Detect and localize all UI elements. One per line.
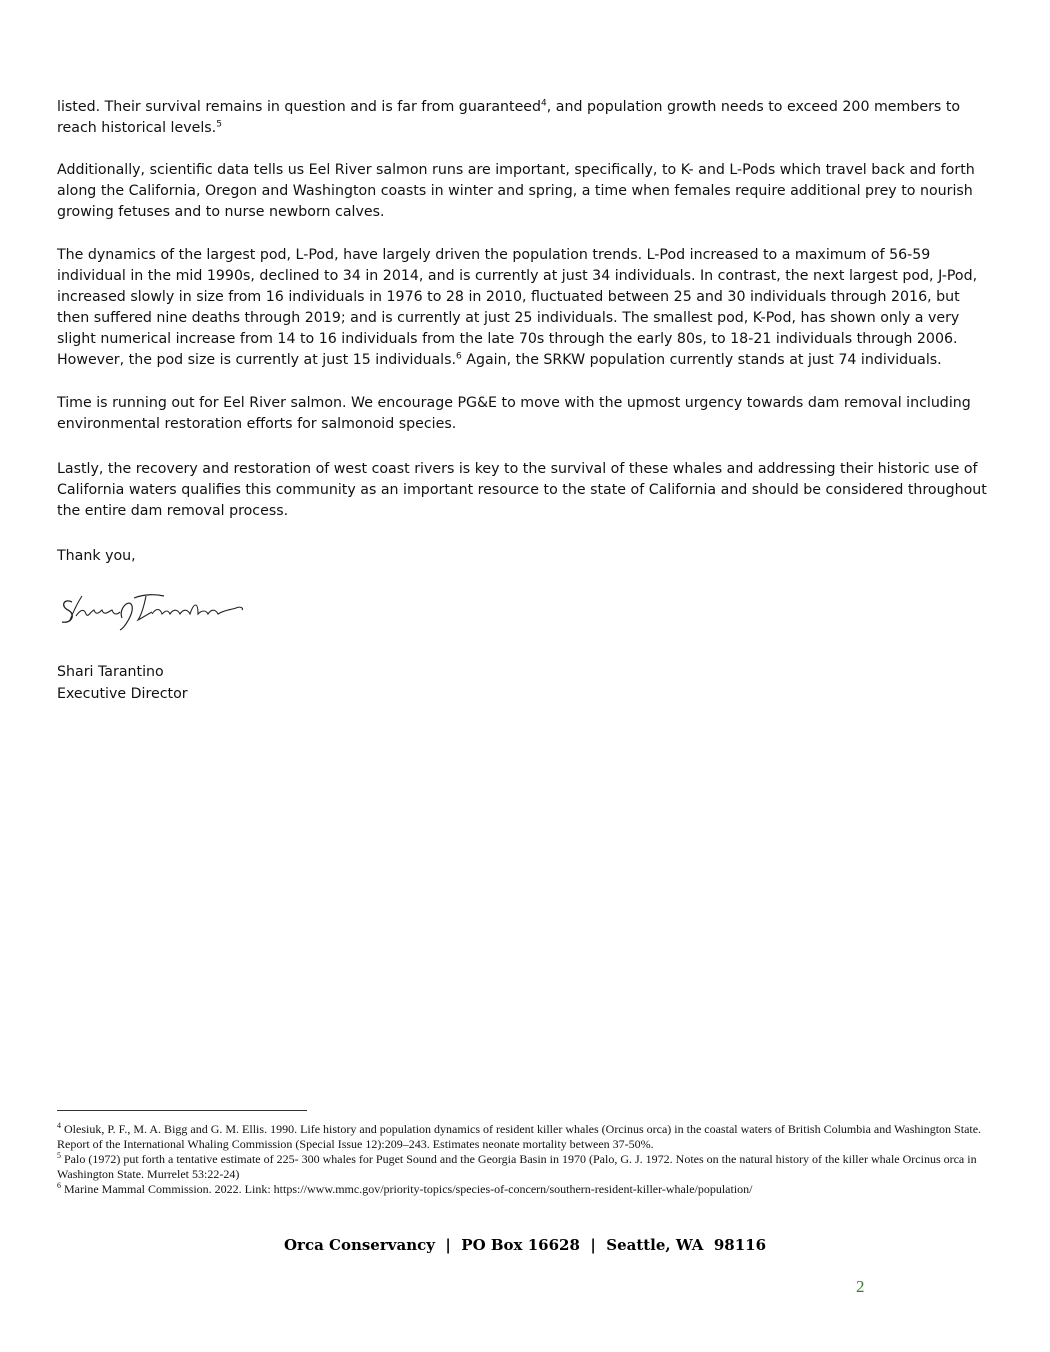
paragraph-recovery (57, 459, 987, 522)
paragraph-text: Additionally, scientific data tells us Eel River salmon runs are important, specifically, to K- and L-Pods which travel back and forth along the California, Oregon and Washington coasts in winter and spring, a time when females require additional prey to nourish growing fetuses and to nurse newborn calves. (57, 162, 975, 220)
signer-block (57, 661, 188, 705)
footnote-ref-5[interactable]: 5 (216, 119, 222, 130)
paragraph-text: The dynamics of the largest pod, L-Pod, have largely driven the population trends. L-Pod increased to a maximum of 56-59 individual in the mid 1990s, declined to 34 in 2014, and is currently at just 34 individuals. In contrast, the next largest pod, J-Pod, increased slowly in size from 16 individuals in 1976 to 28 in 2010, fluctuated between 25 and 30 individuals through 2016, but then suffered nine deaths through 2019; and is currently at just 25 individuals. The smallest pod, K-Pod, has shown only a very slight numerical increase from 14 to 16 individuals from the late 70s through the early 80s, to 18-21 individuals through 2006. However, the pod size is currently at just 15 individuals. (57, 247, 978, 368)
signer-title: Executive Director (57, 686, 188, 702)
footnote-5 (57, 1152, 987, 1182)
closing-text: Thank you, (57, 548, 136, 564)
signer-name: Shari Tarantino (57, 664, 164, 680)
footnote-number: 5 (57, 1151, 61, 1160)
closing (57, 546, 987, 567)
paragraph-urgency (57, 393, 987, 435)
footnote-number: 4 (57, 1121, 61, 1130)
footnote-ref-6[interactable]: 6 (456, 351, 462, 362)
paragraph-text: Lastly, the recovery and restoration of west coast rivers is key to the survival of these whales and addressing their historic use of California waters qualifies this community as an important resource to the state of California and should be considered throughout the entire dam removal process. (57, 461, 987, 519)
footnote-ref-4[interactable]: 4 (541, 98, 547, 109)
footnotes (57, 1122, 987, 1197)
paragraph-pod-dynamics (57, 245, 987, 371)
footnote-text[interactable]: Marine Mammal Commission. 2022. Link: https://www.mmc.gov/priority-topics/species-of-concern/southern-resident-killer-whale/population/ (64, 1182, 753, 1196)
footnote-number: 6 (57, 1181, 61, 1190)
footer-address: Orca Conservancy | PO Box 16628 | Seattle, WA 98116 (283, 1236, 767, 1254)
paragraph-survival (57, 97, 987, 139)
paragraph-text: Again, the SRKW population currently stands at just 74 individuals. (461, 352, 942, 368)
paragraph-text: Time is running out for Eel River salmon. We encourage PG&E to move with the upmost urgency towards dam removal including environmental restoration efforts for salmonoid species. (57, 395, 971, 432)
signature-image (58, 588, 248, 634)
paragraph-eel-river (57, 160, 987, 223)
paragraph-text: , and population growth needs to exceed 200 members to reach historical levels. (57, 99, 961, 136)
footnote-divider (57, 1110, 307, 1111)
page-number: 2 (856, 1277, 865, 1296)
footnote-text: Palo (1972) put forth a tentative estimate of 225- 300 whales for Puget Sound and the Georgia Basin in 1970 (Palo, G. J. 1972. Notes on the natural history of the killer whale Orcinus orca in Washington State. Murrelet 53:22-24) (57, 1152, 977, 1181)
footnote-4 (57, 1122, 987, 1152)
footnote-6 (57, 1182, 987, 1197)
paragraph-text: listed. Their survival remains in question and is far from guaranteed (57, 99, 542, 115)
footnote-text: Olesiuk, P. F., M. A. Bigg and G. M. Ellis. 1990. Life history and population dynamics of resident killer whales (Orcinus orca) in the coastal waters of British Columbia and Washington State. Report of the International Whaling Commission (Special Issue 12):209–243. Estimates neonate mortality between 37-50%. (57, 1122, 982, 1151)
